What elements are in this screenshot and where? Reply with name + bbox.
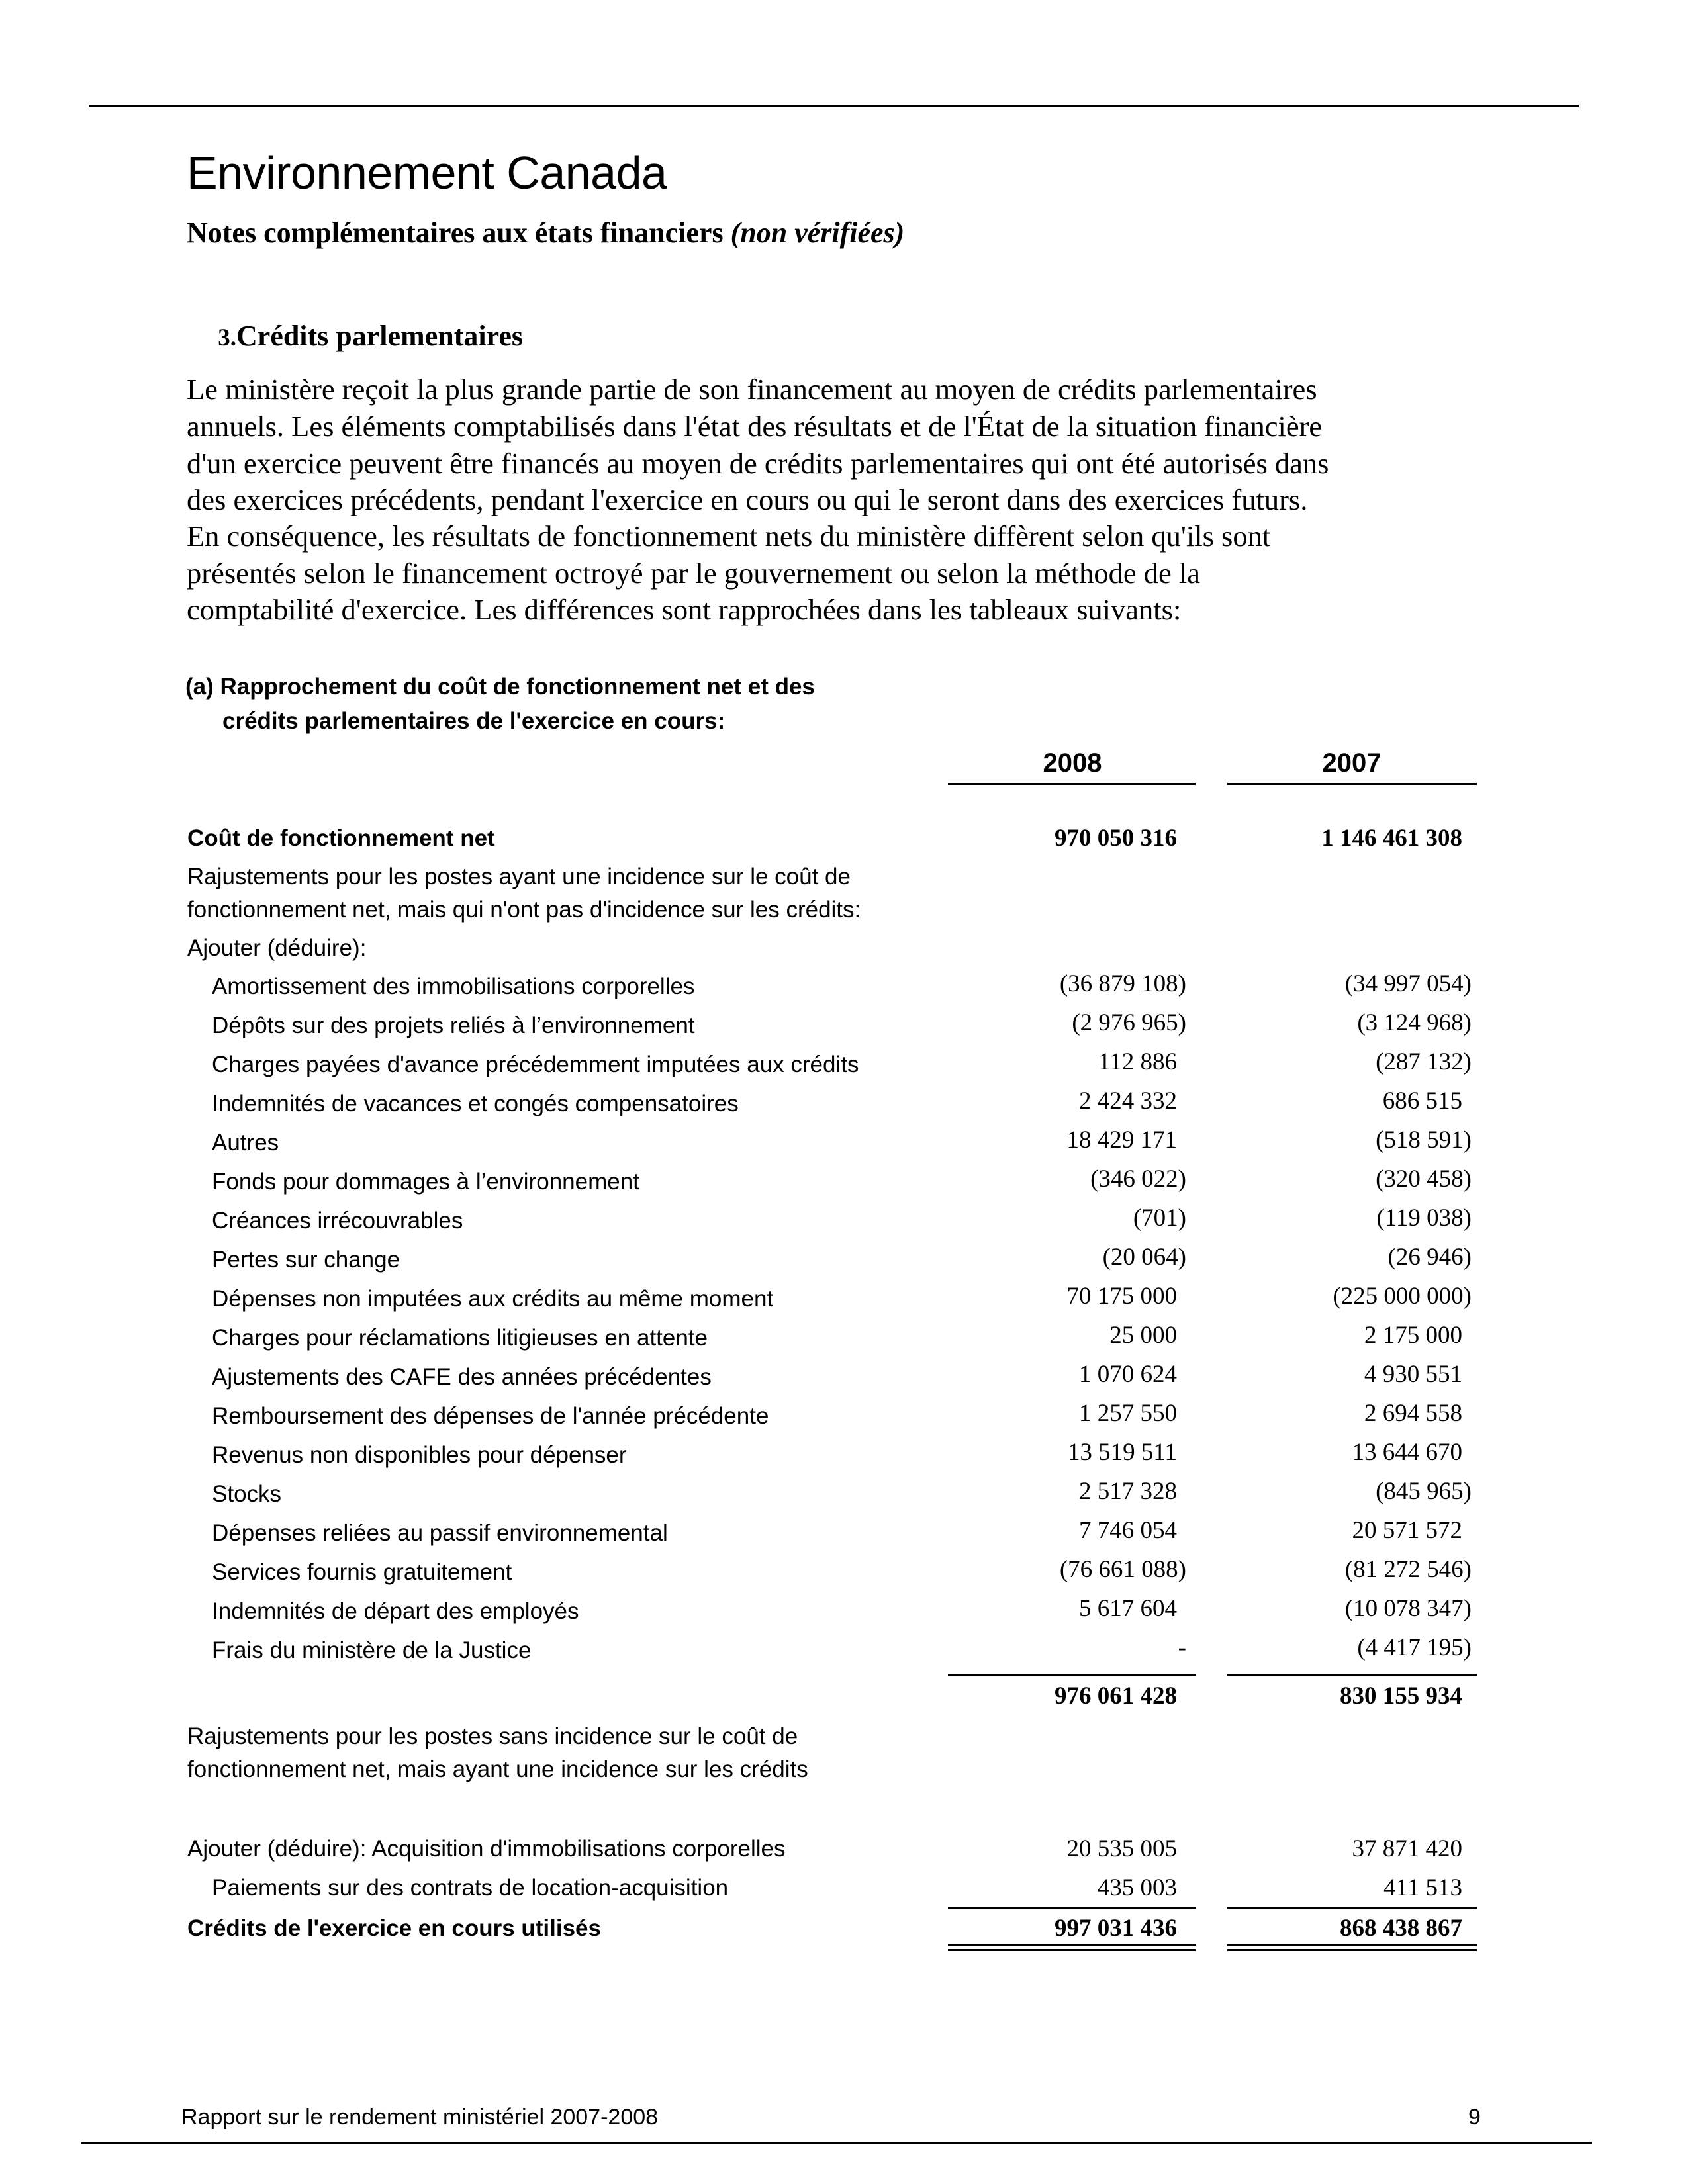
value-2008: 7 746 054 — [1079, 1517, 1177, 1544]
column-header-rule — [948, 783, 1196, 785]
row-label: Services fournis gratuitement — [212, 1559, 512, 1585]
row-label: Pertes sur change — [212, 1247, 400, 1273]
column-header-2008: 2008 — [1043, 749, 1102, 778]
row-label: Dépenses reliées au passif environnemental — [212, 1520, 668, 1546]
value-2008: 13 519 511 — [1067, 1439, 1177, 1466]
subtotal-rule — [1227, 1674, 1477, 1676]
value-2007: (320 458) — [1376, 1165, 1472, 1193]
section-title: Crédits parlementaires — [236, 320, 523, 352]
total-rule — [948, 1907, 1196, 1909]
total-2008: 997 031 436 — [1055, 1915, 1177, 1942]
double-rule-bottom — [948, 1949, 1196, 1951]
row-label: Paiements sur des contrats de location-acquisition — [212, 1875, 729, 1901]
row-label: Stocks — [212, 1481, 282, 1507]
value-2007: (225 000 000) — [1333, 1283, 1472, 1310]
value-2008: 112 886 — [1098, 1048, 1177, 1075]
document-subtitle — [187, 213, 904, 253]
double-rule-top — [948, 1944, 1196, 1946]
value-2007: 2 694 558 — [1364, 1400, 1462, 1427]
value-2008: 70 175 000 — [1066, 1283, 1177, 1310]
total-rule — [1227, 1907, 1477, 1909]
subtotal-2007: 830 155 934 — [1340, 1682, 1462, 1709]
value-2007: (34 997 054) — [1344, 970, 1472, 997]
row-label: Dépôts sur des projets reliés à l’environnement — [212, 1013, 695, 1038]
value-2007: (287 132) — [1376, 1048, 1472, 1075]
value-2008: (36 879 108) — [1059, 970, 1186, 997]
adjustments-intro-line: Rajustements pour les postes ayant une incidence sur le coût de — [187, 864, 851, 889]
row-label: Autres — [212, 1130, 279, 1156]
value-2008: 20 535 005 — [1066, 1835, 1177, 1862]
value-2007: 20 571 572 — [1352, 1517, 1462, 1544]
row-label: Indemnités de vacances et congés compensatoires — [212, 1091, 739, 1116]
value-2008: 5 617 604 — [1079, 1595, 1177, 1622]
adjustments2-intro-line: fonctionnement net, mais ayant une incidence sur les crédits — [187, 1756, 808, 1782]
value-2007: (81 272 546) — [1344, 1556, 1472, 1583]
paragraph-line: annuels. Les éléments comptabilisés dans l'état des résultats et de l'État de la situation financière — [187, 410, 1323, 443]
paragraph-line: des exercices précédents, pendant l'exercice en cours ou qui le seront dans des exercices futurs. — [187, 483, 1308, 516]
value-2007: (26 946) — [1387, 1244, 1472, 1271]
value-2007: (845 965) — [1376, 1478, 1472, 1505]
value-2007: 1 146 461 308 — [1321, 825, 1462, 852]
row-label: Frais du ministère de la Justice — [212, 1637, 532, 1663]
row-label: Ajouter (déduire): Acquisition d'immobilisations corporelles — [187, 1836, 786, 1862]
page-number: 9 — [1468, 2105, 1481, 2130]
double-rule-bottom — [1227, 1949, 1477, 1951]
value-2007: 13 644 670 — [1352, 1439, 1462, 1466]
value-2007: (518 591) — [1376, 1126, 1472, 1154]
subtitle-qualifier: (non vérifiées) — [730, 216, 905, 249]
value-2007: 411 513 — [1383, 1874, 1462, 1901]
adjustments-intro-line: fonctionnement net, mais qui n'ont pas d'incidence sur les crédits: — [187, 897, 861, 923]
value-2008: 18 429 171 — [1066, 1126, 1177, 1154]
value-2008: 1 257 550 — [1079, 1400, 1177, 1427]
row-label: Indemnités de départ des employés — [212, 1598, 579, 1624]
section-number: 3. — [218, 324, 236, 351]
total-2007: 868 438 867 — [1340, 1915, 1462, 1942]
adjustments2-intro-line: Rajustements pour les postes sans incidence sur le coût de — [187, 1723, 798, 1749]
section-heading — [187, 318, 523, 355]
add-deduct-label: Ajouter (déduire): — [187, 935, 367, 961]
column-header-2007: 2007 — [1322, 749, 1382, 778]
value-2007: (4 417 195) — [1357, 1634, 1472, 1661]
column-header-rule — [1227, 783, 1477, 785]
organization-title: Environnement Canada — [187, 147, 667, 199]
value-2008: (346 022) — [1090, 1165, 1186, 1193]
subtitle-text: Notes complémentaires aux états financiers — [187, 216, 724, 249]
row-label: Revenus non disponibles pour dépenser — [212, 1442, 627, 1468]
row-label: Créances irrécouvrables — [212, 1208, 463, 1234]
value-2007: (119 038) — [1376, 1205, 1472, 1232]
value-2007: 686 515 — [1382, 1087, 1462, 1115]
header-rule — [89, 105, 1579, 107]
row-label: Fonds pour dommages à l’environnement — [212, 1169, 639, 1195]
value-2008: (76 661 088) — [1059, 1556, 1186, 1583]
row-label: Crédits de l'exercice en cours utilisés — [187, 1915, 601, 1941]
paragraph-line: Le ministère reçoit la plus grande partie de son financement au moyen de crédits parlementaires — [187, 373, 1317, 406]
value-2007: (10 078 347) — [1344, 1595, 1472, 1622]
value-2008: - — [1178, 1634, 1186, 1661]
value-2007: 37 871 420 — [1352, 1835, 1462, 1862]
footer-rule — [81, 2142, 1592, 2144]
value-2008: (20 064) — [1102, 1244, 1186, 1271]
paragraph-line: d'un exercice peuvent être financés au moyen de crédits parlementaires qui ont été autorisés dans — [187, 447, 1329, 480]
value-2007: (3 124 968) — [1357, 1009, 1472, 1036]
row-label: Ajustements des CAFE des années précédentes — [212, 1364, 712, 1390]
paragraph-line: présentés selon le financement octroyé par le gouvernement ou selon la méthode de la — [187, 557, 1200, 590]
value-2008: 2 517 328 — [1079, 1478, 1177, 1505]
row-label: Amortissement des immobilisations corporelles — [212, 974, 695, 999]
row-label: Dépenses non imputées aux crédits au même moment — [212, 1286, 774, 1312]
value-2008: 435 003 — [1097, 1874, 1177, 1901]
table-heading-line: (a) Rapprochement du coût de fonctionnement net et des — [185, 674, 815, 700]
subtotal-rule — [948, 1674, 1196, 1676]
value-2008: (2 976 965) — [1072, 1009, 1186, 1036]
row-label: Remboursement des dépenses de l'année précédente — [212, 1403, 769, 1429]
value-2007: 4 930 551 — [1364, 1361, 1462, 1388]
row-label: Charges pour réclamations litigieuses en attente — [212, 1325, 708, 1351]
value-2008: 970 050 316 — [1055, 825, 1177, 852]
footer-report-title: Rapport sur le rendement ministériel 2007-2008 — [181, 2105, 659, 2130]
value-2008: 1 070 624 — [1079, 1361, 1177, 1388]
row-label: Coût de fonctionnement net — [187, 825, 495, 851]
table-heading-line: crédits parlementaires de l'exercice en cours: — [222, 708, 726, 734]
double-rule-top — [1227, 1944, 1477, 1946]
value-2007: 2 175 000 — [1364, 1322, 1462, 1349]
paragraph-line: En conséquence, les résultats de fonctionnement nets du ministère diffèrent selon qu'ils sont — [187, 520, 1271, 553]
row-label: Charges payées d'avance précédemment imputées aux crédits — [212, 1052, 859, 1077]
value-2008: (701) — [1133, 1205, 1186, 1232]
paragraph-line: comptabilité d'exercice. Les différences sont rapprochées dans les tableaux suivants: — [187, 593, 1182, 626]
value-2008: 2 424 332 — [1079, 1087, 1177, 1115]
subtotal-2008: 976 061 428 — [1055, 1682, 1177, 1709]
value-2008: 25 000 — [1109, 1322, 1177, 1349]
